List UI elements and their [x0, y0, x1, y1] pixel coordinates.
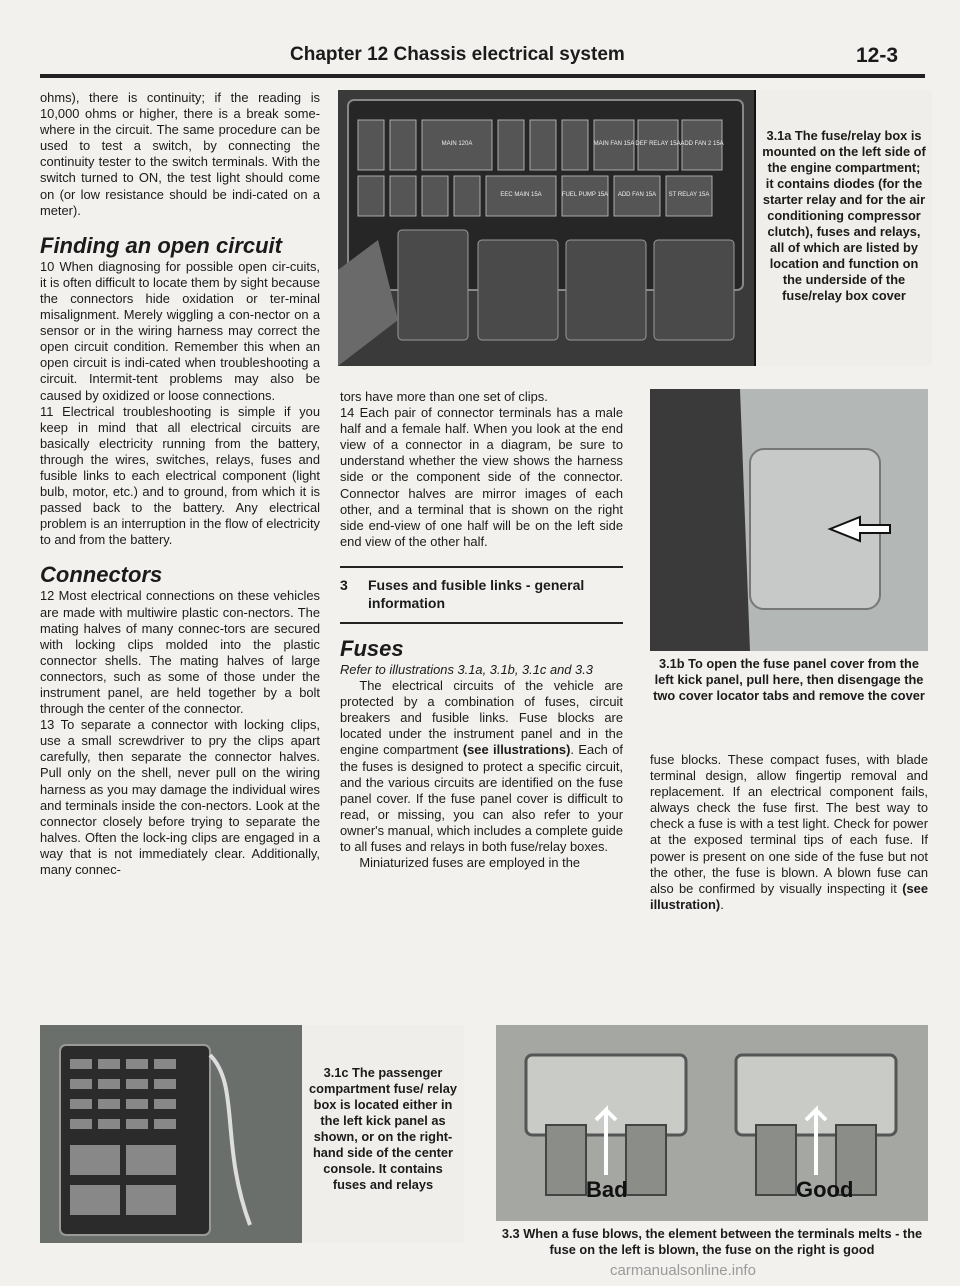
fuse-label: ADD FAN 15A — [617, 192, 657, 198]
caption-3-1b: 3.1b To open the fuse panel cover from the left kick panel, pull here, then disengage the two cover locator tabs and remove the cover — [653, 656, 925, 703]
section-number: 3 — [340, 576, 348, 593]
photo-passenger-fuse-box — [40, 1025, 302, 1243]
fuse-label: EEC MAIN 15A — [500, 192, 542, 198]
caption-3-1a: 3.1a The fuse/relay box is mounted on the left side of the engine compartment; it contains diodes (for the starter relay and for the air conditioning compressor clutch), fuses and relays, all of which are listed by location and function on the underside of the fuse/relay box cover — [762, 128, 926, 303]
paragraph-12: 12 Most electrical connections on these vehicles are made with multiwire plastic con-nectors. The mating halves of many connec-tors are secured with locking clips molded into the plastic connector shells. The mating halves of large connectors, such as some of those under the instrument panel, are held together by a bolt through the center of the connector. — [40, 588, 320, 717]
paragraph-fuses — [340, 678, 623, 855]
label-bad: Bad — [586, 1177, 628, 1202]
chapter-title: Chapter 12 Chassis electrical system — [290, 44, 625, 65]
paragraph-fuse-blocks-a: fuse blocks. These compact fuses, with blade terminal design, allow fingertip removal and replacement. If an electrical component fails, always check the fuse first. The best way to check a fuse is with a test light. Check for power at the exposed terminal tips of each fuse. If power is present on one side of the fuse but not the other, the fuse is blown. A blown fuse can also be confirmed by visually inspecting it — [650, 752, 928, 896]
caption-3-1c: 3.1c The passenger compartment fuse/ relay box is located either in the left kick panel as shown, or on the right-hand side of the center console. It contains fuses and relays — [309, 1065, 457, 1192]
photo-kick-panel — [650, 389, 928, 651]
paragraph-fuses-a: The electrical circuits of the vehicle are protected by a combination of fuses, circuit breakers and fusible links. Fuse blocks are located under the instrument panel and in the engine compartment — [340, 678, 623, 758]
fuse-label: ADD FAN 2 15A — [680, 141, 724, 147]
paragraph-miniaturized: Miniaturized fuses are employed in the — [359, 855, 581, 871]
column-right — [650, 752, 928, 913]
paragraph-14: 14 Each pair of connector terminals has a male half and a female half. When you look at the end view of a connector in a diagram, be sure to understand whether the view shows the harness side or the component side of the connector. Connector halves are mirror images of each other, and a terminal that is shown on the right side end-view of one half will be on the left side end view of the other half. — [340, 405, 623, 549]
refer-illustrations: Refer to illustrations 3.1a, 3.1b, 3.1c and 3.3 — [340, 661, 593, 677]
section-title: Fuses and fusible links - general information — [368, 576, 585, 611]
column-middle — [340, 389, 623, 871]
engine-fuse-box-illustration — [338, 90, 754, 366]
photo-fuses-bad-good — [496, 1025, 928, 1221]
caption-3-3: 3.3 When a fuse blows, the element between the terminals melts - the fuse on the left is blown, the fuse on the right is good — [501, 1226, 923, 1257]
paragraph-13: 13 To separate a connector with locking clips, use a small screwdriver to pry the clips apart carefully, then separate the connector halves. Pull only on the shell, never pull on the wiring harness as you may damage the individual wires and terminals inside the con-nectors. Look at the connector closely before trying to separate the halves. Often the lock-ing clips are engaged in a way that is not immediately clear. Additionally, many connec- — [40, 717, 320, 878]
paragraph-fuse-blocks-end: . — [720, 896, 724, 912]
caption-box-3-1a — [754, 90, 932, 366]
heading-fuses: Fuses — [340, 635, 404, 661]
paragraph-10: 10 When diagnosing for possible open cir-cuits, it is often difficult to locate them by sight because the connectors hide oxidation or ter-minal misalignment. Merely wiggling a con-nector on a sensor or in the wiring harness may correct the open circuit condition. Remember this when an open circuit is indi-cated when troubleshooting a circuit. Intermit-tent problems may also be caused by oxidized or loose connections. — [40, 258, 320, 403]
section-3-heading — [340, 576, 623, 612]
paragraph-fuse-blocks — [650, 752, 928, 913]
caption-box-3-1c — [302, 1025, 464, 1243]
heading-finding-open-circuit: Finding an open circuit — [40, 232, 282, 258]
kick-panel-illustration — [650, 389, 928, 651]
see-illustrations-link: (see illustrations) — [462, 742, 571, 758]
section-rule-bottom — [340, 622, 623, 624]
fuse-label: FUEL PUMP 15A — [561, 192, 609, 198]
paragraph-fuses-b: . Each of the fuses is designed to protect a specific circuit, and the various circuits are identified on the fuse panel cover. If the fuse panel cover is difficult to read, or missing, you can also refer to your owner's manual, which includes a complete guide to all fuses and relays in both fuse/relay boxes. — [340, 742, 623, 854]
fuse-label: ST RELAY 15A — [668, 192, 710, 198]
page-number: 12-3 — [856, 44, 899, 67]
fuse-label: DEF RELAY 15A — [635, 141, 681, 147]
paragraph-11: 11 Electrical troubleshooting is simple if you keep in mind that all electrical circuits are basically electricity running from the battery, through the wires, switches, relays, fuses and fusible links to each electrical component (light bulb, motor, etc.) and to ground, from which it is passed back to the battery. Any electrical problem is an interruption in the flow of electricity to and from the battery. — [40, 403, 320, 548]
passenger-fuse-box-illustration — [40, 1025, 302, 1243]
fuses-comparison-illustration — [496, 1025, 928, 1221]
paragraph-continued: tors have more than one set of clips. — [340, 389, 548, 404]
paragraph-intro: ohms), there is continuity; if the reading is 10,000 ohms or higher, there is a break some-where in the circuit. The same procedure can be used to test a switch, by connecting the continuity tester to the switch terminals. With the switch turned to ON, the test light should come on (or low resistance should be indi-cated on a meter). — [40, 90, 320, 218]
label-good: Good — [796, 1177, 854, 1202]
photo-engine-fuse-box — [338, 90, 754, 366]
column-left — [40, 90, 320, 878]
heading-connectors: Connectors — [40, 562, 163, 588]
fuse-label: MAIN 120A — [441, 141, 473, 147]
fuse-label: MAIN FAN 15A — [593, 141, 635, 147]
see-illustration-link: (see illustration) — [650, 880, 928, 912]
watermark: carmanualsonline.info — [610, 1262, 756, 1279]
header-rule — [40, 74, 925, 78]
section-rule-top — [340, 566, 623, 568]
